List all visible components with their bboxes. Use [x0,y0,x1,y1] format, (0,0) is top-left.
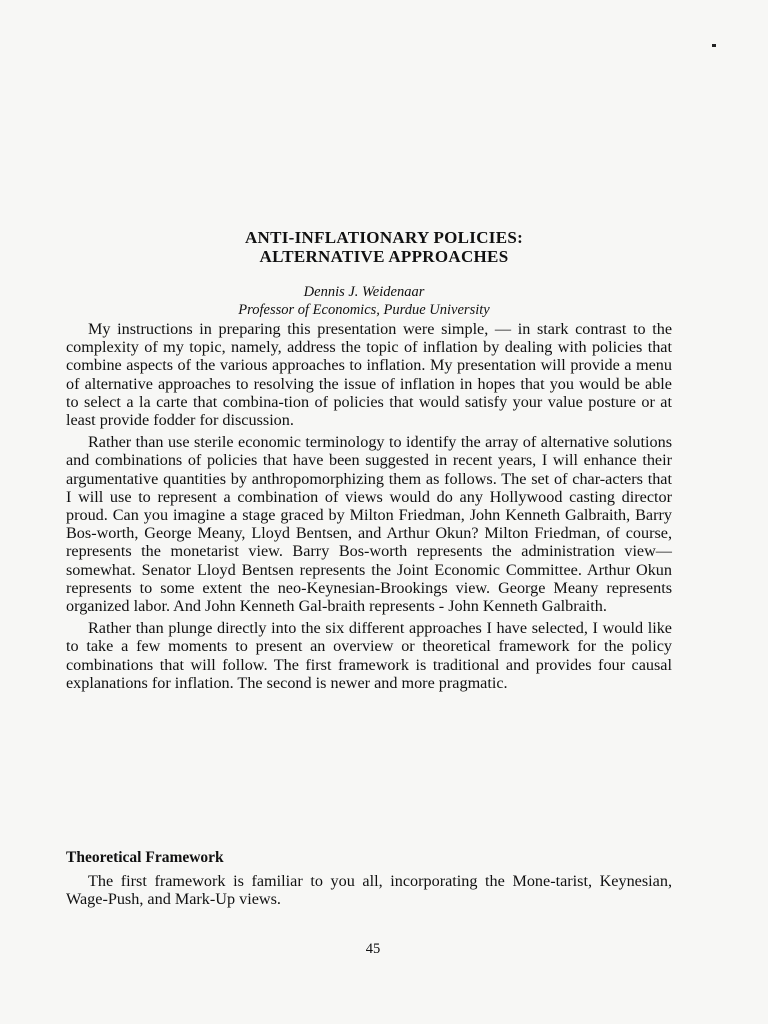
title-line-2: ALTERNATIVE APPROACHES [259,247,509,266]
body-paragraph-2: Rather than use sterile economic terminology to identify the array of alternative solutions and combinations of policies that have been suggested in recent years, I will enhance their argumentative quantities by anthropomorphizing them as follows. The set of char-acters that I will use to represent a combination of views would do any Hollywood casting director proud. Can you imagine a stage graced by Milton Friedman, John Kenneth Galbraith, Barry Bos-worth, George Meany, Lloyd Bentsen, and Arthur Okun? Milton Friedman, of course, represents the monetarist view. Barry Bos-worth represents the administration view—somewhat. Senator Lloyd Bentsen represents the Joint Economic Committee. Arthur Okun represents to some extent the neo-Keynesian-Brookings view. George Meany represents organized labor. And John Kenneth Gal-braith represents - John Kenneth Galbraith. [66,433,672,616]
article-body [66,320,672,696]
author-name: Dennis J. Weidenaar [303,284,425,300]
scan-mark [712,44,716,47]
section-heading: Theoretical Framework [66,849,224,866]
body-paragraph-1: My instructions in preparing this presentation were simple, — in stark contrast to the complexity of my topic, namely, address the topic of inflation by dealing with policies that combine aspects of the various approaches to inflation. My presentation will provide a menu of alternative approaches to resolving the issue of inflation in hopes that you would be able to select a la carte that combina-tion of policies that would satisfy your value posture or at least provide fodder for discussion. [66,320,672,430]
article-title [0,228,768,266]
section-paragraph: The first framework is familiar to you all, incorporating the Mone-tarist, Keynesian, Wage-Push, and Mark-Up views. [66,872,672,909]
page-number: 45 [365,941,381,957]
byline [0,283,728,319]
body-paragraph-3: Rather than plunge directly into the six different approaches I have selected, I would like to take a few moments to present an overview or theoretical framework for the policy combinations that will follow. The first framework is traditional and provides four causal explanations for inflation. The second is newer and more pragmatic. [66,619,672,692]
author-affiliation: Professor of Economics, Purdue University [238,302,490,318]
title-line-1: ANTI-INFLATIONARY POLICIES: [244,228,524,247]
